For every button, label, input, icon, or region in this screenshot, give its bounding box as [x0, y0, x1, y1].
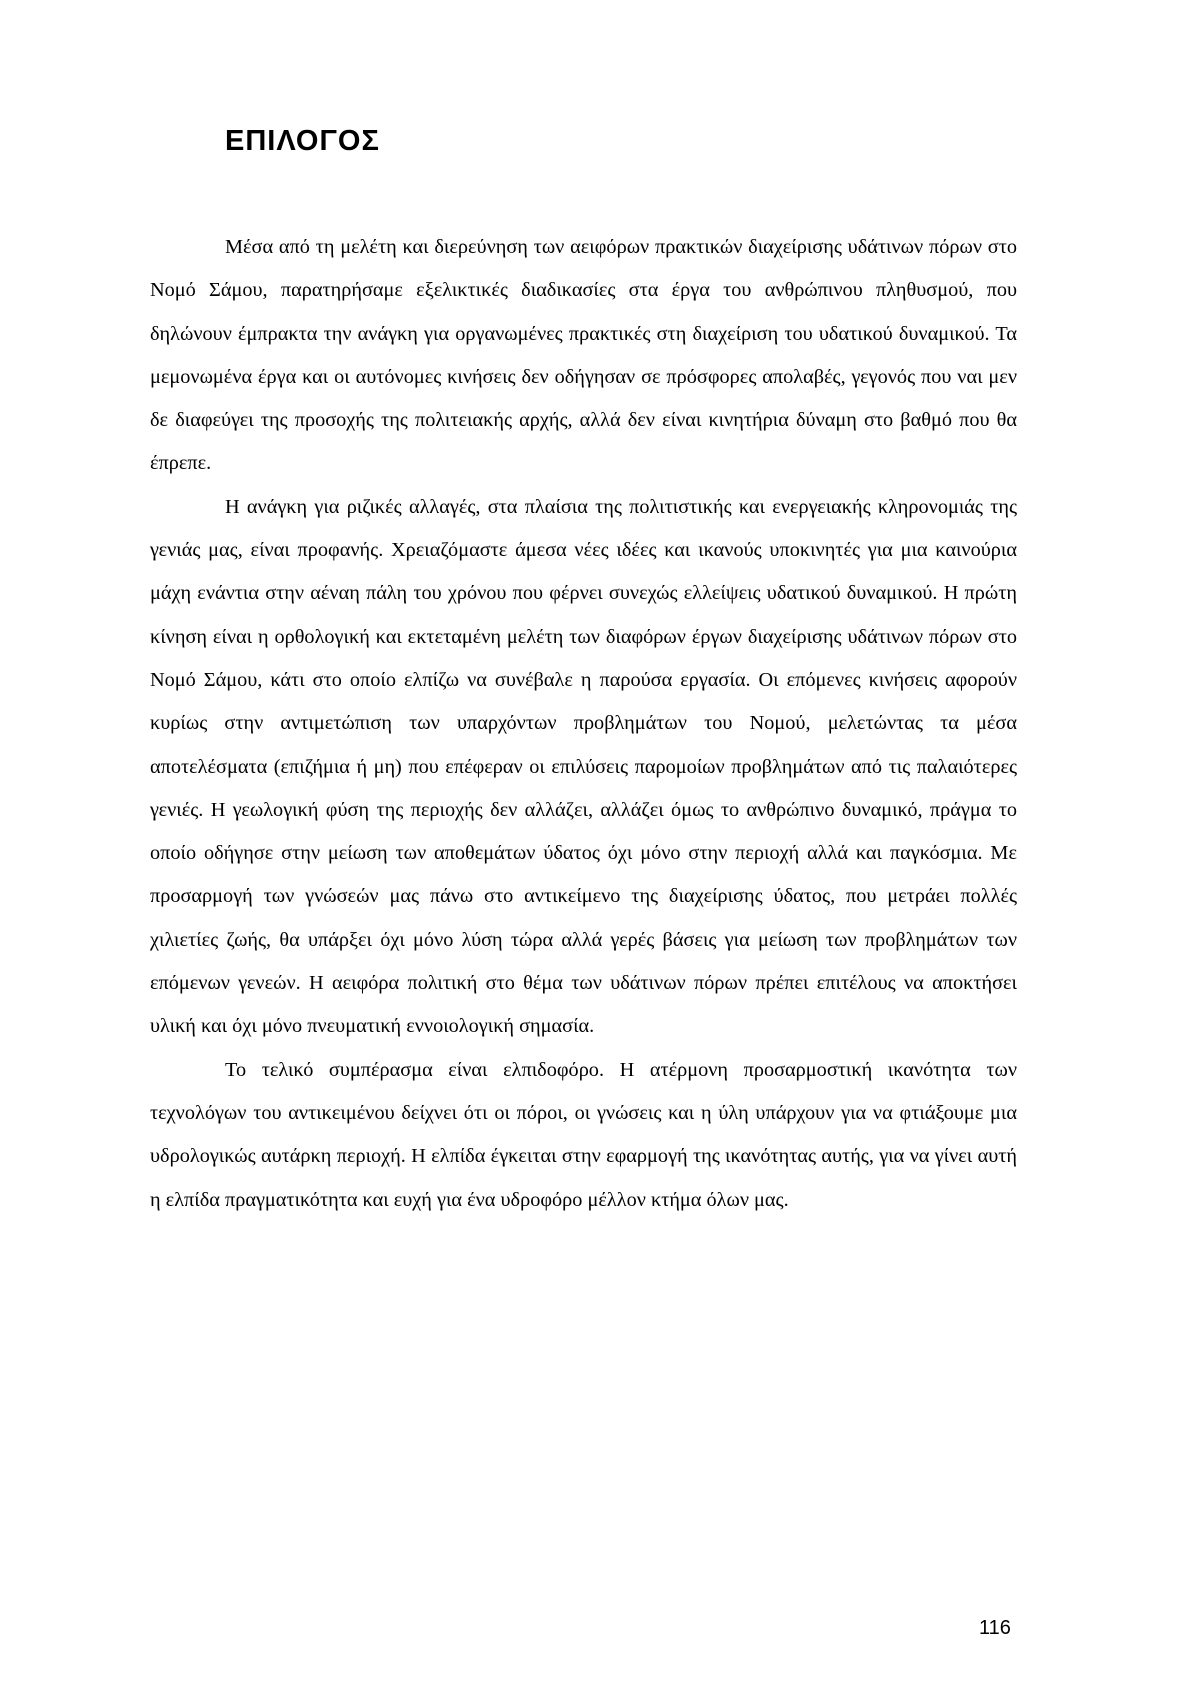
page-number: 116 [979, 1617, 1011, 1639]
body-text [150, 226, 1017, 1222]
page-title: ΕΠΙΛΟΓΟΣ [225, 125, 380, 157]
paragraph-1: Μέσα από τη μελέτη και διερεύνηση των αειφόρων πρακτικών διαχείρισης υδάτινων πόρων στο Νομό Σάμου, παρατηρήσαμε εξελικτικές διαδικασίες στα έργα του ανθρώπινου πληθυσμού, που δηλώνουν έμπρακτα την ανάγκη για οργανωμένες πρακτικές στη διαχείριση του υδατικού δυναμικού. Τα μεμονωμένα έργα και οι αυτόνομες κινήσεις δεν οδήγησαν σε πρόσφορες απολαβές, γεγονός που ναι μεν δε διαφεύγει της προσοχής της πολιτειακής αρχής, αλλά δεν είναι κινητήρια δύναμη στο βαθμό που θα έπρεπε. [150, 236, 1017, 475]
paragraph-3: Το τελικό συμπέρασμα είναι ελπιδοφόρο. Η ατέρμονη προσαρμοστική ικανότητα των τεχνολόγων του αντικειμένου δείχνει ότι οι πόροι, οι γνώσεις και η ύλη υπάρχουν για να φτιάξουμε μια υδρολογικώς αυτάρκη περιοχή. Η ελπίδα έγκειται στην εφαρμογή της ικανότητας αυτής, για να γίνει αυτή η ελπίδα πραγματικότητα και ευχή για ένα υδροφόρο μέλλον κτήμα όλων μας. [150, 1058, 1017, 1211]
paragraph-2: Η ανάγκη για ριζικές αλλαγές, στα πλαίσια της πολιτιστικής και ενεργειακής κληρονομιάς της γενιάς μας, είναι προφανής. Χρειαζόμαστε άμεσα νέες ιδέες και ικανούς υποκινητές για μια καινούρια μάχη ενάντια στην αέναη πάλη του χρόνου που φέρνει συνεχώς ελλείψεις υδατικού δυναμικού. Η πρώτη κίνηση είναι η ορθολογική και εκτεταμένη μελέτη των διαφόρων έργων διαχείρισης υδάτινων πόρων στο Νομό Σάμου, κάτι στο οποίο ελπίζω να συνέβαλε η παρούσα εργασία. Οι επόμενες κινήσεις αφορούν κυρίως στην αντιμετώπιση των υπαρχόντων προβλημάτων του Νομού, μελετώντας τα μέσα αποτελέσματα (επιζήμια ή μη) που επέφεραν οι επιλύσεις παρομοίων προβλημάτων από τις παλαιότερες γενιές. Η γεωλογική φύση της περιοχής δεν αλλάζει, αλλάζει όμως το ανθρώπινο δυναμικό, πράγμα το οποίο οδήγησε στην μείωση των αποθεμάτων ύδατος όχι μόνο στην περιοχή αλλά και παγκόσμια. Με προσαρμογή των γνώσεών μας πάνω στο αντικείμενο της διαχείρισης ύδατος, που μετράει πολλές χιλιετίες ζωής, θα υπάρξει όχι μόνο λύση τώρα αλλά γερές βάσεις για μείωση των προβλημάτων των επόμενων γενεών. Η αειφόρα πολιτική στο θέμα των υδάτινων πόρων πρέπει επιτέλους να αποκτήσει υλική και όχι μόνο πνευματική εννοιολογική σημασία. [150, 495, 1017, 1038]
